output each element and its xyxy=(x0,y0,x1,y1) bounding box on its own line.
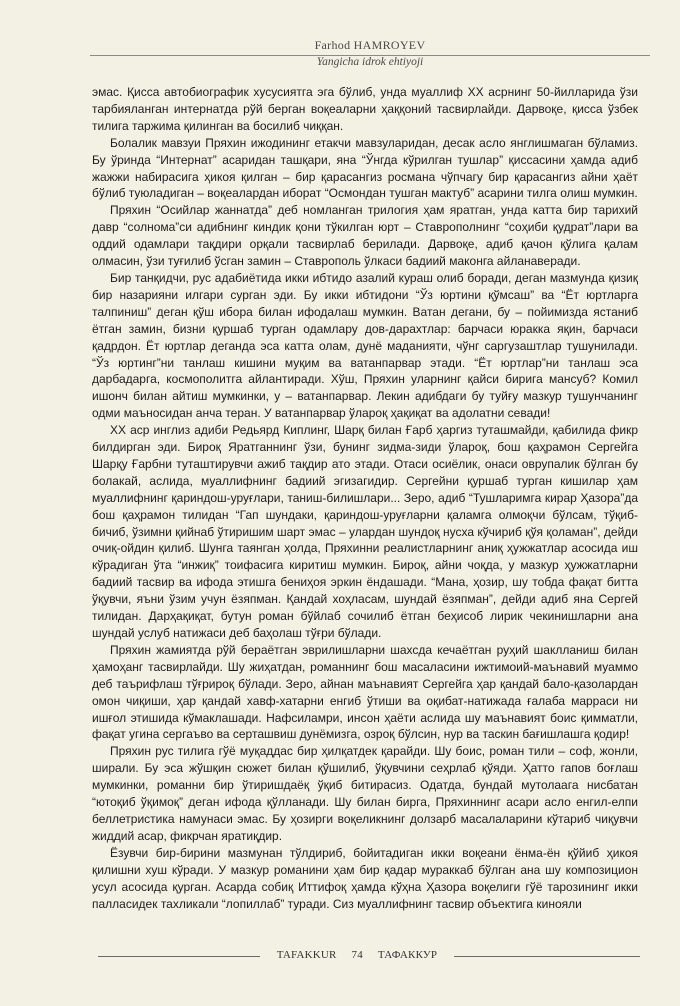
header-subtitle: Yangicha idrok ehtiyoji xyxy=(316,56,424,68)
paragraph-7: Пряхин рус тилига гўё муқаддас бир ҳилқатдек қарайди. Шу боис, роман тили – соф, жонли, ширали. Бу эса жўшқин сюжет билан қўшилиб, ўқувчини сеҳрлаб қўяди. Ҳатто гапов боғлаш мумкинки, романни бир ўтиришдаёқ ўқиб битирасиз. Одатда, бундай мутолаага нисбатан “ютоқиб ўқимоқ” деган ифода қўлланади. Шу билан бирга, Пряхиннинг асари асло енгил-елпи беллетристика намунаси эмас. Бу ҳозирги воқеликнинг долзарб масалаларини кўтариб чиқувчи жиддий асар, фикрчан яратиқдир. xyxy=(92,744,638,843)
footer-text xyxy=(262,949,452,961)
header-author: Farhod HAMROYEV xyxy=(314,38,426,52)
paragraph-8: Ёзувчи бир-бирини мазмунан тўлдириб, бойитадиган икки воқеани ёнма-ён қўйиб ҳикоя қилишни хуш кўради. У мазкур романини ҳам бир қадар мураккаб бўлган ана шу композицион усул асосида қурган. Асарда собиқ Иттифоқ ҳамда кўҳна Ҳазора воқелиги гўё тарозининг икки палласидек тахликали “лопиллаб” туради. Сиз муаллифнинг тасвир объектига кинояли xyxy=(92,845,638,911)
footer-rule-left xyxy=(98,956,260,957)
footer-rule-right xyxy=(454,956,640,957)
article-body xyxy=(92,84,638,936)
paragraph-3: Пряхин “Осийлар жаннатда” деб номланган трилогия ҳам яратган, унда катта бир тарихий давр “солнома”си адибнинг киндик қони тўкилган юрт – Ставрополнинг “соҳиби қудрат”лари ва оддий одамлари тақдири орқали тасвирлаб берилади. Дарвоқе, адиб қачон қўлига қалам олмасин, ўзи туғилиб ўсган замин – Ставрополь ўлкаси бадиий маконга айланаверади. xyxy=(92,203,638,269)
running-header xyxy=(0,38,680,68)
page-footer xyxy=(0,946,680,966)
footer-journal-cyrillic: ТАФАККУР xyxy=(377,949,438,961)
footer-journal-latin: TAFAKKUR xyxy=(276,949,337,961)
paragraph-5: XX аср инглиз адиби Редьярд Киплинг, Шарқ билан Ғарб ҳаргиз туташмайди, қабилида фикр билдирган эди. Бироқ Яратганнинг ўзи, бунинг зидма-зиди ўлароқ, бош қаҳрамон Сергейга Шарқу Ғарбни туташтирувчи ажиб тақдир ато этади. Отаси осиёлик, онаси оврупалик бўлган бу болакай, аслида, муаллифнинг бадиий эгизагидир. Сергейни қуршаб турган кишилар ҳам муаллифнинг қариндош-уруғлари, таниш-билишлари... Зеро, адиб “Тушларимга кирар Ҳазора”да бош қаҳрамон тилидан “Гап шундаки, қариндош-уруғларни қаламга олмоқчи бўлсам, тўқиб-бичиб, ўзимни қийнаб ўтиришим шарт эмас – улардан шундоқ нусха кўчириб қўя қоламан”, дейди очиқ-ойдин қилиб. Шунга таянган ҳолда, Пряхинни реалистларнинг аниқ ҳужжатлар асосида иш кўрадиган ўта “инжиқ” тоифасига киритиш мумкин. Бироқ, айни чоқда, у мазкур ҳужжатларни бадиий тасвир ва ифода этишга бениҳоя эркин ёндашади. “Мана, ҳозир, шу тобда фақат битта ўқувчи, яъни ўзим учун ёзяпман. Қандай хоҳласам, шундай ёзяпман”, дейди адиб яна Сергей тилидан. Дарҳақиқат, бутун роман бўйлаб сочилиб ётган беҳисоб лирик чекинишларни ана шундай услуб натижаси деб баҳолаш тўғри бўлади. xyxy=(92,423,638,640)
paragraph-4: Бир танқидчи, рус адабиётида икки ибтидо азалий кураш олиб боради, деган мазмунда қизиқ бир назарияни илгари сурган эди. Бу икки ибтидони “Ўз юртини қўмсаш” ва “Ёт юртларга талпиниш” деган қўш ибора билан ифодалаш мумкин. Ватан дегани, бу – пойимизда ястаниб ётган замин, бизни қуршаб турган одамлару дов-дарахтлар: барчаси юракка яқин, барчаси қадрдон. Ёт юртлар деганда эса катта олам, дунё маданияти, чўнг саргузаштлар тушунилади. “Ўз юртинг”ни танлаш кишини муқим ва ватанпарвар этади. “Ёт юртлар”ни танлаш эса дарбадарга, космополитга айлантиради. Хўш, Пряхин уларнинг қайси бирига мансуб? Комил ишонч билан айтиш мумкинки, у – ватанпарвар. Лекин адибдаги бу туйғу мазкур тушунчанинг одми маъносидан анча теран. У ватанпарвар ўлароқ ҳақиқат ва адолатни севади! xyxy=(92,270,638,421)
paragraph-2: Болалик мавзуи Пряхин ижодининг етакчи мавзуларидан, десак асло янглишмаган бўламиз. Бу ўринда “Интернат” асаридан ташқари, яна “Ўнгда кўрилган тушлар” қиссасини ҳамда адиб жажжи набирасига ҳикоя қилган – бир қарасангиз росмана чўпчагу бир қарасангиз айни ҳаёт бўлиб туюладиган – воқеалардан иборат “Осмондан тушган мактуб” асарини тилга олиш мумкин. xyxy=(92,135,638,201)
paragraph-6: Пряхин жамиятда рўй бераётган эврилишларни шахсда кечаётган руҳий шаклланиш билан ҳамоҳанг тасвирлайди. Шу жиҳатдан, романнинг бош масаласини ижтимоий-маънавий муаммо деб таърифлаш тўғрироқ бўлади. Зеро, айнан маънавият Сергейга ҳар қандай бало-қазолардан омон чиқиши, ҳар қандай хавф-хатарни енгиб ўтиши ва оқибат-натижада ғалаба марраси ни ишғол этишида кўмаклашади. Нафсиламри, инсон ҳаёти аслида шу маънавият боис қимматли, фақат угина сергаъво ва серташвиш дунёмизга, озроқ бўлсин, нур ва таскин бағишлашга қодир! xyxy=(92,642,638,742)
page-number: 74 xyxy=(351,949,363,961)
paragraph-1: эмас. Қисса автобиографик хусусиятга эга бўлиб, унда муаллиф XX асрнинг 50-йилларида ўзи тарбияланган интернатда рўй берган воқеаларни ҳаққоний тасвирлайди. Дарвоқе, қисса ўзбек тилига таржима қилинган ва босилиб чиққан. xyxy=(92,85,638,133)
